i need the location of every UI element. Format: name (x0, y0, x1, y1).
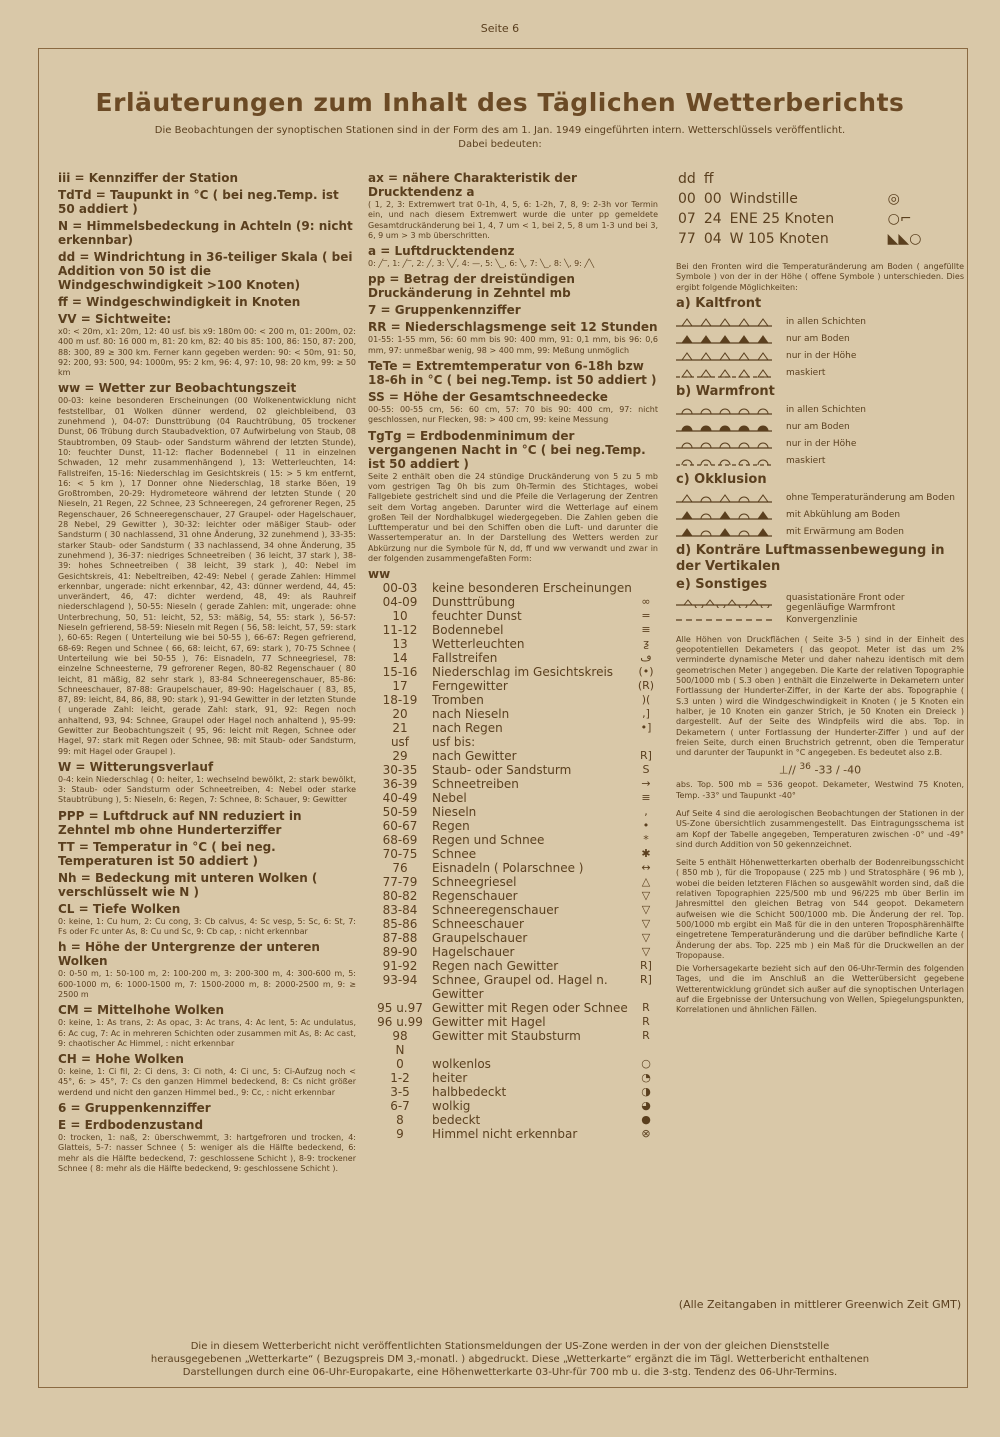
weather-symbol-icon: •] (640, 721, 652, 735)
code-description: 0: 0-50 m, 1: 50-100 m, 2: 100-200 m, 3: 200-300 m, 4: 300-600 m, 5: 600-1000 m, 6: 1000-1500 m, 7: 1500-2000 m, 8: 2000-2500 m, 9: ≥ 2500 m (58, 969, 356, 999)
table-row (368, 861, 658, 875)
table-row (368, 777, 658, 791)
ww-text: Schneegriesel (432, 875, 517, 890)
weather-symbol-icon: )( (641, 693, 651, 707)
ddff-dd: 07 (678, 211, 696, 227)
ww-code: 68-69 (382, 833, 418, 848)
ww-code: 80-82 (382, 889, 418, 904)
ww-text: feuchter Dunst (432, 609, 522, 624)
front-line (676, 317, 772, 327)
front-row (676, 507, 964, 524)
weather-symbol-icon: ƺ (643, 637, 649, 651)
code-heading: CH = Hohe Wolken (58, 1052, 184, 1067)
time-note: (Alle Zeitangaben in mittlerer Greenwich Zeit GMT) (678, 1298, 962, 1311)
weather-symbol-icon: ∞ (641, 595, 651, 609)
code-heading: 7 = Gruppenkennziffer (368, 303, 521, 318)
front-symbol-icon (676, 422, 772, 432)
front-symbol-icon (676, 598, 772, 608)
ddff-row (678, 190, 927, 208)
ww-code: 8 (396, 1113, 404, 1128)
wind-arrow-icon: ○⌐ (887, 211, 912, 227)
code-heading: ww (368, 567, 391, 582)
front-line (676, 351, 772, 361)
ww-text: Bodennebel (432, 623, 504, 638)
footer-text: Die in diesem Wetterbericht nicht veröffentlichten Stationsmeldungen der US-Zone werden in der von der gleichen Dienststelle herausgegebenen „Wetterkarte“ ( Bezugspreis DM 3,-monatl. ) abgedruckt. Diese „Wetterkarte“ ergänzt die im Tägl. Wetterbericht enthaltenen Darstellungen durch eine 06-Uhr-Europakarte, eine Höhenwetterkarte 03-Uhr-für 700 mb u. die 3-stg. Tendenz des 06-Uhr-Termins. (150, 1341, 870, 1378)
ww-text: Gewitter mit Staubsturm (432, 1029, 581, 1044)
front-symbol-icon (676, 493, 772, 503)
ww-text: Gewitter mit Regen oder Schnee (432, 1001, 628, 1016)
ww-code: 13 (392, 637, 408, 652)
example-temp: -33 (814, 764, 833, 778)
code-heading: h = Höhe der Untergrenze der unteren Wolken (58, 940, 320, 969)
ddff-table (676, 168, 929, 250)
ww-code: 1-2 (390, 1071, 410, 1086)
ddff-ff: 00 (703, 191, 722, 207)
table-row (368, 959, 658, 973)
front-row (676, 419, 964, 436)
table-row (368, 749, 658, 763)
code-heading: CM = Mittelhohe Wolken (58, 1003, 225, 1018)
ww-text: Staub- oder Sandsturm (432, 763, 572, 778)
weather-symbol-icon: * (643, 833, 649, 847)
front-symbol-icon (676, 405, 772, 415)
front-line (676, 510, 772, 520)
ww-code: 96 u.99 (377, 1015, 423, 1030)
ww-text: Hagelschauer (432, 945, 515, 960)
table-row (368, 931, 658, 945)
ww-text: heiter (432, 1071, 468, 1086)
ddff-text: ENE 25 Knoten (729, 211, 835, 227)
code-description: 01-55: 1-55 mm, 56: 60 mm bis 90: 400 mm, 91: 0,1 mm, bis 96: 0,6 mm, 97: unmeßbar wenig, 98 > 400 mm, 99: Meßung unmöglich (368, 335, 658, 355)
weather-symbol-icon (634, 581, 658, 595)
ww-code: 98 (392, 1029, 408, 1044)
front-symbol-icon (676, 510, 772, 520)
weather-symbol-icon: (•) (638, 665, 654, 679)
table-row (368, 763, 658, 777)
code-description: ( 1, 2, 3: Extremwert trat 0-1h, 4, 5, 6: 1-2h, 7, 8, 9: 2-3h vor Termin ein, und nach diesem Extremwert wurde die unter pp gemeldete Gesamtdruckänderung bei 1, 4, 7 um < 1, bei 2, 5, 8 um 1-3 und bei 3, 6, 9 um > 3 mb überschritten. (368, 200, 658, 240)
weather-symbol-icon: ● (641, 1113, 651, 1127)
table-row (368, 721, 658, 735)
table-row (368, 875, 658, 889)
table-row (368, 1029, 658, 1043)
code-heading: ff = Windgeschwindigkeit in Knoten (58, 295, 301, 309)
table-row (368, 917, 658, 931)
table-row (368, 735, 658, 749)
ww-code: 18-19 (382, 693, 418, 708)
code-heading: N = Himmelsbedeckung in Achteln (9: nicht erkennbar) (58, 219, 353, 247)
table-row (368, 945, 658, 959)
column-middle (368, 168, 658, 1141)
weather-symbol-icon: ▽ (641, 917, 651, 931)
ww-text: Gewitter mit Hagel (432, 1015, 546, 1030)
code-heading: CL = Tiefe Wolken (58, 901, 181, 916)
ww-text: Niederschlag im Gesichtskreis (432, 665, 614, 680)
code-description: 0: trocken, 1: naß, 2: überschwemmt, 3: hartgefroren und trocken, 4: Glatteis, 5-7: nasser Schnee ( 5: weniger als die Hälfte bedeckend, 6: mehr als die Hälfte bedeckend, 7: geschlossene Schicht ), 8-9: trockener Schnee ( 8: mehr als die Hälfte bedeckend, 9: geschlossene Schicht ). (58, 1133, 356, 1173)
ww-text (432, 1043, 634, 1057)
front-label: quasistationäre Front oder gegenläufige Warmfront (786, 593, 905, 614)
code-heading: E = Erdbodenzustand (58, 1118, 204, 1133)
weather-symbol-icon: ✱ (641, 847, 651, 861)
code-description: 0: keine, 1: Cu hum, 2: Cu cong, 3: Cb calvus, 4: Sc vesp, 5: Sc, 6: St, 7: Fs oder Fc unter As, 8: Cu und Sc, 9: Cb cap, : nicht erkennbar (58, 916, 356, 937)
ww-code: 15-16 (382, 665, 418, 680)
code-description: 0: keine, 1: As trans, 2: As opac, 3: Ac trans, 4: Ac lent, 5: Ac undulatus, 6: Ac cug, 7: Ac in mehreren Schichten oder zusammen mit As, 8: Ac cast, 9: chaotischer Ac Himmel, : nicht erkennbar (58, 1018, 356, 1048)
code-description: 0-4: kein Niederschlag ( 0: heiter, 1: wechselnd bewölkt, 2: stark bewölkt, 3: Staub- oder Sandsturm oder Schneetreiben, 4: Nebel oder starke Staubtrübung ), 5: Nieseln, 6: Regen, 7: Schnee, 8: Schauer, 9: Gewitter (58, 774, 356, 805)
weather-symbol-icon: ◕ (641, 1099, 651, 1113)
weather-symbol-icon: ○ (641, 1057, 651, 1071)
weather-symbol-icon: △ (641, 875, 651, 889)
table-row (368, 637, 658, 651)
ww-code: 00-03 (382, 581, 418, 596)
front-label: maskiert (786, 456, 826, 467)
subtitle-line: Die Beobachtungen der synoptischen Stationen sind in der Form des am 1. Jan. 1949 eingeführten intern. Wetterschlüssels veröffentlicht. (154, 125, 846, 136)
front-symbol-icon (676, 317, 772, 327)
ww-code: 0 (396, 1057, 404, 1072)
front-label: nur am Boden (786, 334, 850, 345)
ww-code: 21 (392, 721, 408, 736)
ww-code: N (395, 1043, 405, 1058)
ww-text: Regen nach Gewitter (432, 959, 559, 974)
weather-symbol-icon: ⊗ (641, 1127, 651, 1141)
weather-symbol-icon: S (642, 763, 650, 777)
table-row (368, 665, 658, 679)
ddff-dd: 00 (678, 191, 696, 207)
ww-text: Schnee, Graupel od. Hagel n. Gewitter (432, 973, 608, 1002)
table-row (368, 1043, 658, 1057)
column-left (58, 168, 356, 1177)
table-row (368, 791, 658, 805)
code-description: 00-03: keine besonderen Erscheinungen (00 Wolkenentwicklung nicht feststellbar, 01 Wolken dünner werdend, 02 gleichbleibend, 03 zunehmend ), 04-07: Dunsttrübung (04 Rauchtrübung, 05 trockener Dunst, 06 Trübung durch Staubadvektion, 07 Aufwirbelung von Staub, 08 Staubtromben, 09 Staub- oder Sandsturm während der letzten Stunde), 10: feuchter Dunst, 11-12: flacher Bodennebel ( 11 in einzelnen Schwaden, 12 mehr zusammenhängend ), 13: Wetterleuchten, 14: Fallstreifen, 15-16: Niederschlag im Gesichtskreis ( 15: > 5 km entfernt, 16: < 5 km ), 17 Donner ohne Niederschlag, 18 starke Böen, 19 Großtromben, 20-29: Hydrometeore während der letzten Stunde ( 20 Nieseln, 21 Regen, 22 Schnee, 23 Schneeregen, 24 gefrorener Regen, 25 Regenschauer, 26 Schneeregenschauer, 27 Graupel- oder Hagelschauer, 28 Nebel, 29 Gewitter ), 30-32: leichter oder mäßiger Staub- oder Sandsturm ( 30 nachlassend, 31 ohne Änderung, 32 zunehmend ), 33-35: starker Staub- oder Sandsturm ( 33 nachlassend, 34 ohne Änderung, 35 zunehmend ), 36-37: niedriges Schneetreiben ( 36 leicht, 37 stark ), 38-39: hohes Schneetreiben ( 38 leicht, 39 stark ), 40: Nebel im Gesichtskreis, 41: Nebeltreiben, 42-49: Nebel ( gerade Zahlen: Himmel erkennbar, ungerade: nicht erkennbar, 42, 43: dünner werdend, 44, 45: unverändert, 46, 47: dichter werdend, 48, 49: als Rauhreif niederschlagend ), 50-55: Nieseln ( gerade Zahlen: mit, ungerade: ohne Unterbrechung, 50, 51: leicht, 52, 53: mäßig, 54, 55: stark ), 56-57: Nieseln gefrierend, 58-59: Nieseln mit Regen ( 56, 58: leicht, 57, 59: stark ), 60-65: Regen ( Unterteilung wie bei 50-55 ), 66-67: Regen gefrierend, 68-69: Regen und Schnee ( 66, 68: leicht, 67, 69: stark ), 70-75 Schnee ( Unterteilung wie bei 50-55 ), 76: Eisnadeln, 77 Schneegriesel, 78: einzelne Schneesterne, 79 gefrorener Regen, 80-82 Regenschauer ( 80 leicht, 81 mäßig, 82 sehr stark ), 83-84 Schneeregenschauer, 85-86: Schneeschauer, 87-88: Graupelschauer, 89-90: Hagelschauer ( 83, 85, 87, 89: leicht, 84, 86, 88, 90: stark ), 91-94 Gewitter in der letzten Stunde ( ungerade Zahl: leicht, gerade Zahl: stark, 91, 92: Regen noch anhaltend, 93, 94: Schnee, Graupel oder Hagel noch anhaltend ), 95-99: Gewitter zur Beobachtungszeit ( 95, 96: leicht mit Regen, Schnee oder Hagel, 97: stark mit Regen oder Schnee, 98: mit Staub- oder Sandsturm, 99: mit Hagel oder Graupel ). (58, 396, 356, 756)
ddff-text: Windstille (729, 191, 798, 207)
ww-text: Schnee (432, 847, 477, 862)
front-line (676, 439, 772, 449)
ww-code: 95 u.97 (377, 1001, 423, 1016)
front-symbol-icon (676, 439, 772, 449)
ww-code: 50-59 (382, 805, 418, 820)
weather-symbol-icon: ▽ (641, 931, 651, 945)
front-heading: c) Okklusion (676, 471, 767, 487)
code-description: Seite 2 enthält oben die 24 stündige Druckänderung von 5 zu 5 mb vom gestrigen Tag 0h bis zum 0h-Termin des Stichtages, wobei Fallgebiete gestrichelt sind und die Pfeile die Verlagerung der Zentren seit dem Vortag angeben. Darunter wird die Wetterlage auf einem großen Teil der Nordhalbkugel wiedergegeben. Die Zahlen geben die Lufttemperatur und bei den Schiffen oben die Luft- und darunter die Wassertemperatur an. In der Darstellung des Wetters werden zur Abkürzung nur die Symbole für N, dd, ff und ww verwandt und zwar in der folgenden zusammengefaßten Form: (368, 471, 658, 564)
front-row (676, 612, 964, 629)
ww-text: Wetterleuchten (432, 637, 525, 652)
front-line (676, 493, 772, 503)
weather-symbol-icon: ▽ (641, 889, 651, 903)
code-description: 0: ╱‾, 1: ╱‾, 2: ╱, 3: ╲╱, 4: —, 5: ╲_, 6: ╲, 7: ╲_, 8: ╲, 9: ╱╲ (368, 259, 595, 269)
code-heading: VV = Sichtweite: (58, 312, 172, 326)
front-line (676, 405, 772, 415)
ddff-header (678, 170, 927, 188)
ww-text: usf bis: (432, 735, 476, 750)
front-line (676, 456, 772, 466)
weather-symbol-icon: → (641, 777, 651, 791)
subtitle-line: Dabei bedeuten: (458, 139, 542, 150)
front-label: maskiert (786, 368, 826, 379)
example-wind-icon: ⊥∕∕ $^{36}$ -33 / -40 (778, 761, 862, 778)
weather-symbol-icon: ≡ (641, 623, 651, 637)
code-heading: iii = Kennziffer der Station (58, 171, 239, 185)
ww-text: Dunsttrübung (432, 595, 516, 610)
weather-symbol-icon: ڡ (640, 651, 652, 665)
table-row (368, 707, 658, 721)
table-row (368, 1127, 658, 1141)
weather-symbol-icon: R (642, 1015, 650, 1029)
ww-code: 04-09 (382, 595, 418, 610)
ww-code: 30-35 (382, 763, 418, 778)
front-label: mit Abkühlung am Boden (786, 510, 901, 521)
ww-code: 29 (392, 749, 408, 764)
ww-text: Schneeregenschauer (432, 903, 559, 918)
front-line (676, 598, 772, 608)
calm-icon: ◎ (887, 191, 900, 207)
weather-symbol-icon: ↔ (641, 861, 651, 875)
table-row (368, 805, 658, 819)
ww-text: Regen und Schnee (432, 833, 545, 848)
code-heading: Nh = Bedeckung mit unteren Wolken ( verschlüsselt wie N ) (58, 870, 318, 899)
front-row (676, 348, 964, 365)
ww-code: usf (390, 735, 410, 750)
front-label: in allen Schichten (786, 405, 866, 416)
front-line (676, 527, 772, 537)
table-row (368, 903, 658, 917)
table-row (368, 889, 658, 903)
front-label: nur in der Höhe (786, 351, 857, 362)
front-row (676, 490, 964, 507)
weather-symbol-icon (634, 1043, 658, 1057)
table-row (368, 693, 658, 707)
table-row (368, 679, 658, 693)
table-row (368, 1015, 658, 1029)
code-heading: dd = Windrichtung in 36-teiliger Skala ( bei Addition von 50 ist die Windgeschwindigkeit >100 Knoten) (58, 250, 353, 292)
ww-text: Eisnadeln ( Polarschnee ) (432, 861, 584, 876)
ww-code: 40-49 (382, 791, 418, 806)
ww-text: wolkig (432, 1099, 471, 1114)
code-heading: W = Witterungsverlauf (58, 759, 214, 774)
weather-symbol-icon: R] (640, 959, 652, 973)
front-heading: d) Konträre Luftmassenbewegung in der Vertikalen (676, 542, 945, 574)
code-heading: RR = Niederschlagsmenge seit 12 Stunden (368, 320, 658, 335)
front-symbol-icon (676, 334, 772, 344)
weather-symbol-icon: ,] (642, 707, 650, 721)
ddff-header-ff: ff (703, 171, 714, 187)
ww-code: 85-86 (382, 917, 418, 932)
seite4-paragraph: Auf Seite 4 sind die aerologischen Beobachtungen der Stationen in der US-Zone übersichtlich zusammengestellt. Das Eintragungsschema ist am Kopf der Tabelle angegeben, Temperaturen zwischen -0° und -49° sind durch Addition von 50 gekennzeichnet. (676, 809, 964, 849)
weather-symbol-icon: (R) (637, 679, 655, 693)
table-row (368, 595, 658, 609)
ww-text: Schneetreiben (432, 777, 519, 792)
ww-code: 20 (392, 707, 408, 722)
weather-symbol-icon: ◑ (641, 1085, 651, 1099)
code-heading: TdTd = Taupunkt in °C ( bei neg.Temp. ist 50 addiert ) (58, 188, 339, 216)
front-heading: b) Warmfront (676, 383, 775, 399)
weather-symbol-icon: ◔ (641, 1071, 651, 1085)
table-row (368, 1071, 658, 1085)
ww-text: nach Gewitter (432, 749, 517, 764)
front-label: nur in der Höhe (786, 439, 857, 450)
code-heading: ww = Wetter zur Beobachtungszeit (58, 381, 297, 396)
weather-symbol-icon: , (644, 805, 648, 819)
ddff-dd: 77 (678, 231, 696, 247)
front-line (676, 422, 772, 432)
front-symbol-icon (676, 368, 772, 378)
ww-text: keine besonderen Erscheinungen (432, 581, 632, 596)
example-text: abs. Top. 500 mb = 536 geopot. Dekameter, Westwind 75 Knoten, Temp. -33° und Taupunkt -40° (676, 780, 964, 800)
code-heading: SS = Höhe der Gesamtschneedecke (368, 390, 608, 405)
ww-code: 3-5 (390, 1085, 410, 1100)
code-description: 0: keine, 1: Ci fil, 2: Ci dens, 3: Ci noth, 4: Ci unc, 5: Ci-Aufzug noch < 45°, 6: > 45°, 7: Cs den ganzen Himmel bedeckend, 8: Cs nicht größer werdend und nicht den ganzen Himmel bed., 9: Cc, : nicht erkennbar (58, 1067, 356, 1097)
front-row (676, 524, 964, 541)
front-symbol-icon (676, 527, 772, 537)
table-row (368, 833, 658, 847)
table-row (368, 609, 658, 623)
ww-text: Fallstreifen (432, 651, 498, 666)
front-heading: e) Sonstiges (676, 576, 768, 592)
ww-text: halbbedeckt (432, 1085, 507, 1100)
ww-code: 10 (392, 609, 408, 624)
front-line (676, 615, 772, 625)
ddff-ff: 24 (703, 211, 722, 227)
ww-code: 36-39 (382, 777, 418, 792)
weather-symbol-icon: ▽ (641, 903, 651, 917)
subtitle (60, 124, 940, 152)
ww-code: 87-88 (382, 931, 418, 946)
ddff-ff: 04 (703, 231, 722, 247)
ww-text: Regenschauer (432, 889, 518, 904)
front-symbol-icon (676, 615, 772, 625)
table-row (368, 623, 658, 637)
table-row (368, 581, 658, 595)
heights-paragraph: Alle Höhen von Druckflächen ( Seite 3-5 ) sind in der Einheit des geopotentiellen Dekameters ( das geopot. Meter ist das um 2% verminderte dynamische Meter und daher nahezu identisch mit dem geometrischen Meter ) angegeben. Die Karte der relativen Topographie 500/1000 mb ( S.3 oben ) enthält die Einzelwerte in Dekametern unter Fortlassung der Hunderter-Ziffer, in der Karte der abs. Topographie ( S.3 unten ) wird die Windgeschwindigkeit in Knoten ( je 5 Knoten ein halber, je 10 Knoten ein ganzer Strich, je 50 Knoten ein Dreieck ) dargestellt. Auf der Seite des Windpfeils wird die abs. Top. in Dekametern ( unter Fortlassung der Hunderter-Ziffer ) und auf der freien Seite, durch einen Bruchstrich getrennt, oben die Temperatur und darunter der Taupunkt in °C angegeben. Es bedeutet also z.B. (676, 634, 964, 758)
front-line (676, 368, 772, 378)
ww-text: wolkenlos (432, 1057, 491, 1072)
code-heading: 6 = Gruppenkennziffer (58, 1101, 211, 1116)
example-num: 36 (799, 761, 811, 773)
ww-code: 91-92 (382, 959, 418, 974)
column-right (676, 168, 964, 1019)
code-heading: TT = Temperatur in °C ( bei neg. Temperaturen ist 50 addiert ) (58, 839, 276, 868)
table-row (368, 1001, 658, 1015)
page-title: Erläuterungen zum Inhalt des Täglichen Wetterberichts (95, 88, 905, 117)
code-description: x0: < 20m, x1: 20m, 12: 40 usf. bis x9: 180m 00: < 200 m, 01: 200m, 02: 400 m usf. 80: 16 000 m, 81: 20 km, 82: 40 bis 85: 100, 86: 150, 87: 200, 88: 300, 89 ≥ 300 km. Ferner kann gegeben werden: 90: < 50m, 91: 50, 92: 200, 93: 500, 94: 1000m, 95: 2 km, 96: 4, 97: 10, 98: 20 km, 99: ≥ 50 km (58, 327, 356, 378)
page-number: Seite 6 (480, 22, 520, 35)
front-row (676, 402, 964, 419)
front-label: mit Erwärmung am Boden (786, 527, 904, 538)
code-heading: pp = Betrag der dreistündigen Druckänderung in Zehntel mb (368, 272, 575, 301)
code-heading: a = Luftdrucktendenz (368, 244, 515, 259)
front-symbol-icon (676, 351, 772, 361)
ww-text: Nebel (432, 791, 467, 806)
front-label: nur am Boden (786, 422, 850, 433)
ww-code: 89-90 (382, 945, 418, 960)
ww-text: Schneeschauer (432, 917, 524, 932)
table-row (368, 651, 658, 665)
table-row (368, 973, 658, 1001)
fronts-intro: Bei den Fronten wird die Temperaturänderung am Boden ( angefüllte Symbole ) von der in der Höhe ( offene Symbole ) unterschieden. Dies ergibt folgende Möglichkeiten: (676, 262, 964, 292)
ddff-row (678, 230, 927, 248)
ww-symbol-table (368, 581, 658, 1141)
front-line (676, 334, 772, 344)
ww-code: 60-67 (382, 819, 418, 834)
weather-symbol-icon: R (642, 1029, 650, 1043)
weather-symbol-icon: ▽ (641, 945, 651, 959)
front-heading: a) Kaltfront (676, 295, 762, 311)
code-heading: PPP = Luftdruck auf NN reduziert in Zehntel mb ohne Hunderterziffer (58, 808, 302, 837)
table-row (368, 1057, 658, 1071)
seite5-paragraph: Seite 5 enthält Höhenwetterkarten oberhalb der Bodenreibungsschicht ( 850 mb ), für die Tropopause ( 225 mb ) und Stratosphäre ( 96 mb ), wobei die beiden letzteren Flächen so ausgewählt worden sind, daß die relativen Topographien 225/500 mb und 96/225 mb über Berlin im Jahresmittel den gleichen Betrag von 544 geopot. Dekametern aufweisen wie die Schicht 500/1000 mb. Die Änderung der rel. Top. 500/1000 mb ergibt ein Maß für die in den unteren Troposphärenhälfte eingetretene Temperaturänderung und die darüber befindliche Karte ( Änderung der abs. Top. 225 mb ) ein Maß für die Druckwellen an der Tropopause. (676, 858, 964, 960)
front-row (676, 453, 964, 470)
ww-code: 83-84 (382, 903, 418, 918)
weather-symbol-icon (634, 735, 658, 749)
weather-symbol-icon: ≡ (641, 791, 651, 805)
code-heading: ax = nähere Charakteristik der Drucktendenz a (368, 171, 577, 199)
front-row (676, 365, 964, 382)
ww-code: 93-94 (382, 973, 418, 988)
ww-code: 9 (396, 1127, 404, 1142)
table-row (368, 1099, 658, 1113)
ww-text: Regen (432, 819, 470, 834)
code-description: 00-55: 00-55 cm, 56: 60 cm, 57: 70 bis 90: 400 cm, 97: nicht geschlossen, nur Flecken, 98: > 400 cm, 99: keine Messung (368, 405, 658, 425)
front-row (676, 314, 964, 331)
ww-code: 6-7 (390, 1099, 410, 1114)
front-label: Konvergenzlinie (786, 615, 858, 626)
code-heading: TgTg = Erdbodenminimum der vergangenen Nacht in °C ( bei neg.Temp. ist 50 addiert ) (368, 428, 646, 471)
weather-symbol-icon: R] (640, 973, 652, 987)
front-label: ohne Temperaturänderung am Boden (786, 493, 955, 504)
ww-code: 77-79 (382, 875, 418, 890)
front-symbol-icon (676, 456, 772, 466)
ww-text: Ferngewitter (432, 679, 508, 694)
ww-text: Tromben (432, 693, 484, 708)
ddff-row (678, 210, 927, 228)
ww-code: 76 (392, 861, 408, 876)
ww-text: bedeckt (432, 1113, 481, 1128)
ww-text: Himmel nicht erkennbar (432, 1127, 578, 1142)
example-dewpoint: -40 (843, 764, 862, 778)
wind-pennant-icon: ◣◣○ (887, 231, 922, 247)
ww-code: 14 (392, 651, 408, 666)
weather-symbol-icon: R (642, 1001, 650, 1015)
weather-symbol-icon: = (641, 609, 651, 623)
front-row (676, 436, 964, 453)
front-row (676, 331, 964, 348)
ww-code: 70-75 (382, 847, 418, 862)
table-row (368, 847, 658, 861)
ww-text: Nieseln (432, 805, 477, 820)
weather-symbol-icon: • (642, 819, 650, 833)
front-row (676, 595, 964, 612)
table-row (368, 819, 658, 833)
ddff-header-dd: dd (678, 171, 696, 187)
front-label: in allen Schichten (786, 317, 866, 328)
table-row (368, 1085, 658, 1099)
ww-text: nach Regen (432, 721, 503, 736)
code-heading: TeTe = Extremtemperatur von 6-18h bzw 18-6h in °C ( bei neg.Temp. ist 50 addiert ) (368, 359, 657, 388)
table-row (368, 1113, 658, 1127)
forecast-paragraph: Die Vorhersagekarte bezieht sich auf den 06-Uhr-Termin des folgenden Tages, und die im Anschluß an die Wetterübersicht gegebene Wetterentwicklung gründet sich außer auf die synoptischen Unterlagen auf die Ergebnisse der Untersuchung von Wellen, Spiegelungspunkten, Korrelationen und ähnlichen Fällen. (676, 964, 964, 1015)
ddff-text: W 105 Knoten (729, 231, 829, 247)
ww-text: nach Nieseln (432, 707, 510, 722)
ww-code: 11-12 (382, 623, 418, 638)
ww-text: Graupelschauer (432, 931, 528, 946)
weather-symbol-icon: R] (640, 749, 652, 763)
ww-code: 17 (392, 679, 408, 694)
